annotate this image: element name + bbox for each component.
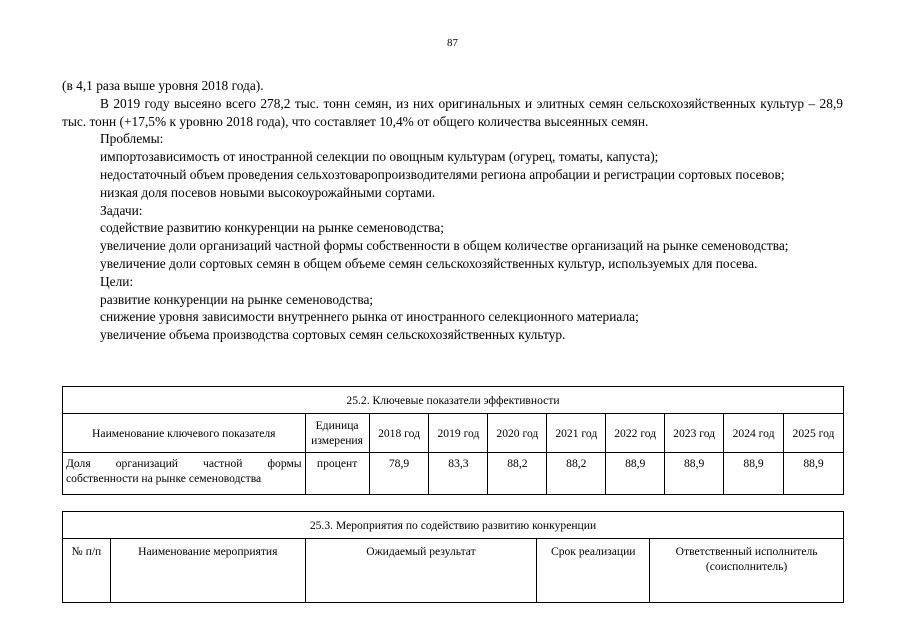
measures-table-caption: 25.3. Мероприятия по содействию развитию конкуренции	[63, 512, 844, 539]
kpi-table	[62, 386, 844, 495]
expected-result-header: Ожидаемый результат	[305, 539, 537, 603]
paragraph: снижение уровня зависимости внутреннего рынка от иностранного селекционного материала;	[100, 309, 639, 325]
paragraph: Проблемы:	[100, 131, 164, 147]
kpi-table-caption: 25.2. Ключевые показатели эффективности	[63, 387, 844, 414]
table-row	[63, 453, 844, 495]
paragraph: развитие конкуренции на рынке семеноводства;	[100, 291, 374, 307]
value-cell: 88,2	[488, 453, 547, 495]
deadline-header: Срок реализации	[537, 539, 650, 603]
indicator-name-cell: Доля организаций частной формы собственности на рынке семеноводства	[63, 453, 306, 495]
kpi-header-unit: Единица измерения	[305, 414, 369, 453]
value-cell: 88,9	[606, 453, 665, 495]
kpi-header-year: 2019 год	[429, 414, 488, 453]
number-header: № п/п	[63, 539, 111, 603]
measures-table-header-row	[63, 539, 844, 603]
paragraph: Цели:	[100, 273, 134, 289]
value-cell: 88,9	[724, 453, 784, 495]
paragraph: (в 4,1 раза выше уровня 2018 года).	[62, 78, 264, 93]
paragraph: Задачи:	[100, 202, 143, 218]
kpi-header-year: 2020 год	[488, 414, 547, 453]
unit-cell: процент	[305, 453, 369, 495]
paragraph: содействие развитию конкуренции на рынке семеноводства;	[100, 220, 444, 236]
kpi-header-year: 2025 год	[784, 414, 844, 453]
value-cell: 78,9	[369, 453, 429, 495]
page-number: 87	[447, 37, 458, 49]
kpi-header-year: 2022 год	[606, 414, 665, 453]
kpi-table-header-row	[63, 414, 844, 453]
kpi-header-year: 2021 год	[547, 414, 606, 453]
paragraph: увеличение доли организаций частной формы собственности в общем количестве организаций на рынке семеноводства;	[100, 238, 789, 254]
paragraph: увеличение объема производства сортовых семян сельскохозяйственных культур.	[100, 327, 566, 343]
kpi-header-year: 2023 год	[665, 414, 724, 453]
responsible-header: Ответственный исполнитель (соисполнитель)	[650, 539, 844, 603]
paragraph: В 2019 году высеяно всего 278,2 тыс. тонн семян, из них оригинальных и элитных семян сельскохозяйственных культур – 28,9 тыс. тонн (+17,5% к уровню 2018 года), что составляет 10,4% от общего количества высеянных семян.	[62, 95, 843, 129]
value-cell: 88,2	[547, 453, 606, 495]
measure-name-header: Наименование мероприятия	[110, 539, 305, 603]
paragraph: увеличение доли сортовых семян в общем объеме семян сельскохозяйственных культур, используемых для посева.	[100, 255, 758, 271]
body-text	[62, 77, 843, 344]
value-cell: 83,3	[429, 453, 488, 495]
value-cell: 88,9	[784, 453, 844, 495]
measures-table	[62, 511, 844, 603]
kpi-header-year: 2024 год	[724, 414, 784, 453]
paragraph: недостаточный объем проведения сельхозтоваропроизводителями региона апробации и регистрации сортовых посевов;	[100, 166, 785, 182]
kpi-header-name: Наименование ключевого показателя	[63, 414, 306, 453]
kpi-header-year: 2018 год	[369, 414, 429, 453]
value-cell: 88,9	[665, 453, 724, 495]
paragraph: низкая доля посевов новыми высокоурожайными сортами.	[100, 184, 436, 200]
paragraph: импортозависимость от иностранной селекции по овощным культурам (огурец, томаты, капуста);	[100, 149, 659, 165]
